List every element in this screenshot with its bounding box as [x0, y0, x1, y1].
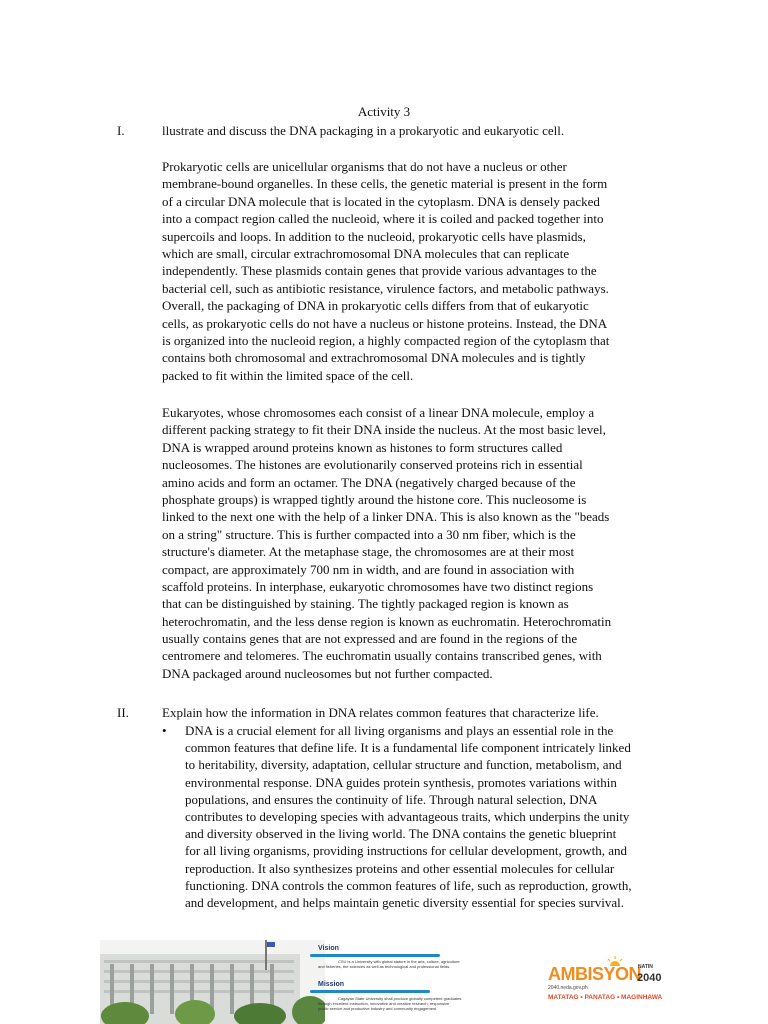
paragraph-line: that can be distinguished by staining. The tightly packaged region is known as — [162, 596, 569, 612]
mission-swoosh — [310, 990, 430, 993]
bullet-line: and development, and helps maintain genetic diversity essential for species survival. — [185, 894, 624, 910]
paragraph-line: Overall, the packaging of DNA in prokaryotic cells differs from that of eukaryotic — [162, 298, 589, 314]
section-1-question — [162, 122, 654, 139]
bullet-line: environmental response. DNA guides protein synthesis, promotes variations within — [185, 774, 617, 790]
paragraph-line: packed to fit within the limited space of the cell. — [162, 367, 414, 383]
ambisyon-wordmark: AMBISYON — [548, 964, 642, 984]
mission-text-line-2: through excellent instruction, innovative and creative research, responsive — [318, 1001, 450, 1006]
vision-label: Vision — [318, 945, 339, 952]
paragraph-line: supercoils and loops. In addition to the nucleoid, prokaryotic cells have plasmids, — [162, 228, 586, 244]
ambisyon-year: 2040 — [637, 972, 662, 984]
question-text: llustrate and discuss the DNA packaging in a prokaryotic and eukaryotic cell. — [162, 123, 565, 138]
paragraph-line: bacterial cell, such as antibiotic resistance, virulence factors, and metabolic pathways. — [162, 280, 609, 296]
mission-text-line-1: Cagayan State University shall produce globally competent graduates — [338, 996, 462, 1001]
dna-life-bullet-paragraph — [185, 722, 685, 911]
paragraph-line: centromere and telomeres. The euchromatin usually contains transcribed genes, with — [162, 648, 602, 664]
bullet-line: populations, and ensures the continuity of life. Through natural selection, DNA — [185, 791, 598, 807]
paragraph-line: usually contains genes that are not expressed and are found in the regions of the — [162, 631, 578, 647]
bullet-line: DNA is a crucial element for all living organisms and plays an essential role in the — [185, 723, 614, 738]
bullet-line: for all living organisms, providing instructions for cellular development, growth, and — [185, 843, 628, 859]
question-text: Explain how the information in DNA relates common features that characterize life. — [162, 705, 599, 720]
vision-text-line-2: and fisheries, the sciences as well as technological and professional fields. — [318, 964, 451, 969]
bullet-line: to heritability, diversity, adaptation, cellular structure and function, metabolism, and — [185, 757, 622, 773]
bullet-marker: • — [162, 723, 167, 738]
ambisyon-tagline: MATATAG • PANATAG • MAGINHAWA — [548, 994, 663, 1001]
ambisyon-2040-logo — [546, 956, 670, 1016]
ambisyon-natin: NATIN — [638, 964, 653, 970]
paragraph-line: linked to the next one with the help of a linker DNA. This is also known as the "beads — [162, 509, 610, 525]
paragraph-line: Prokaryotic cells are unicellular organisms that do not have a nucleus or other — [162, 159, 567, 174]
paragraph-line: cells, as prokaryotic cells do not have a nucleus or histone proteins. Instead, the DNA — [162, 315, 608, 331]
eukaryote-paragraph — [162, 404, 654, 682]
paragraph-line: membrane-bound organelles. In these cells, the genetic material is present in the form — [162, 176, 608, 192]
vision-swoosh — [310, 954, 440, 957]
section-1-number: I. — [117, 123, 125, 138]
paragraph-line: of a circular DNA molecule that is located in the cytoplasm. DNA is densely packed — [162, 193, 600, 209]
paragraph-line: DNA packaged around nucleosomes but not further compacted. — [162, 665, 493, 681]
page-title: Activity 3 — [357, 104, 411, 119]
bullet-line: and diversity observed in the living world. The DNA contains the genetic blueprint — [185, 826, 617, 842]
paragraph-line: nucleosomes. The histones are evolutionarily conserved proteins rich in essential — [162, 457, 583, 473]
vision-text-line-1: CSU is a University with global stature in the arts, culture, agriculture — [338, 959, 460, 964]
paragraph-line: scaffold proteins. In interphase, eukaryotic chromosomes have two distinct regions — [162, 578, 594, 594]
bullet-line: common features that define life. It is a fundamental life component intricately linked — [185, 740, 631, 756]
ambisyon-url: 2040.neda.gov.ph — [548, 985, 588, 991]
paragraph-line: into a compact region called the nucleoid, where it is coiled and packed together into — [162, 211, 604, 227]
paragraph-line: on a string" structure. This is further compacted into a 30 nm fiber, which is the — [162, 526, 576, 542]
bullet-line: reproduction. It also synthesizes proteins and other essential molecules for cellular — [185, 860, 615, 876]
paragraph-line: contains both chromosomal and extrachromosomal DNA molecules and is tightly — [162, 350, 586, 366]
paragraph-line: is organized into the nucleoid region, a highly compacted region of the cytoplasm that — [162, 332, 610, 348]
campus-building-image — [100, 940, 325, 1024]
paragraph-line: compact, are approximately 700 nm in width, and are found in association with — [162, 561, 575, 577]
bullet-line: contributes to developing species with advantageous traits, which underpins the unity — [185, 808, 630, 824]
paragraph-line: which are small, circular extrachromosomal DNA molecules that can replicate — [162, 245, 570, 261]
section-2-number: II. — [117, 705, 129, 720]
paragraph-line: phosphate groups) is wrapped tightly around the histone core. This nucleosome is — [162, 491, 587, 507]
paragraph-line: DNA is wrapped around proteins known as histones to form structures called — [162, 439, 563, 455]
bullet-line: functioning. DNA controls the common features of life, such as reproduction, growth, — [185, 877, 632, 893]
mission-text-line-3: public service and productive industry and community engagement. — [318, 1006, 438, 1011]
footer-banner — [100, 940, 670, 1024]
paragraph-line: independently. These plasmids contain genes that provide various advantages to the — [162, 263, 597, 279]
paragraph-line: structure's diameter. At the metaphase stage, the chromosomes are at their most — [162, 544, 575, 560]
paragraph-line: amino acids and form an octamer. The DNA (negatively charged because of the — [162, 474, 576, 490]
paragraph-line: heterochromatin, and the less dense region is known as euchromatin. Heterochromatin — [162, 613, 612, 629]
section-2-question — [162, 704, 654, 721]
paragraph-line: Eukaryotes, whose chromosomes each consist of a linear DNA molecule, employ a — [162, 405, 595, 420]
paragraph-line: different packing strategy to fit their DNA inside the nucleus. At the most basic level, — [162, 422, 606, 438]
mission-label: Mission — [318, 981, 345, 988]
prokaryote-paragraph — [162, 158, 654, 384]
vision-mission-block — [310, 940, 550, 1024]
